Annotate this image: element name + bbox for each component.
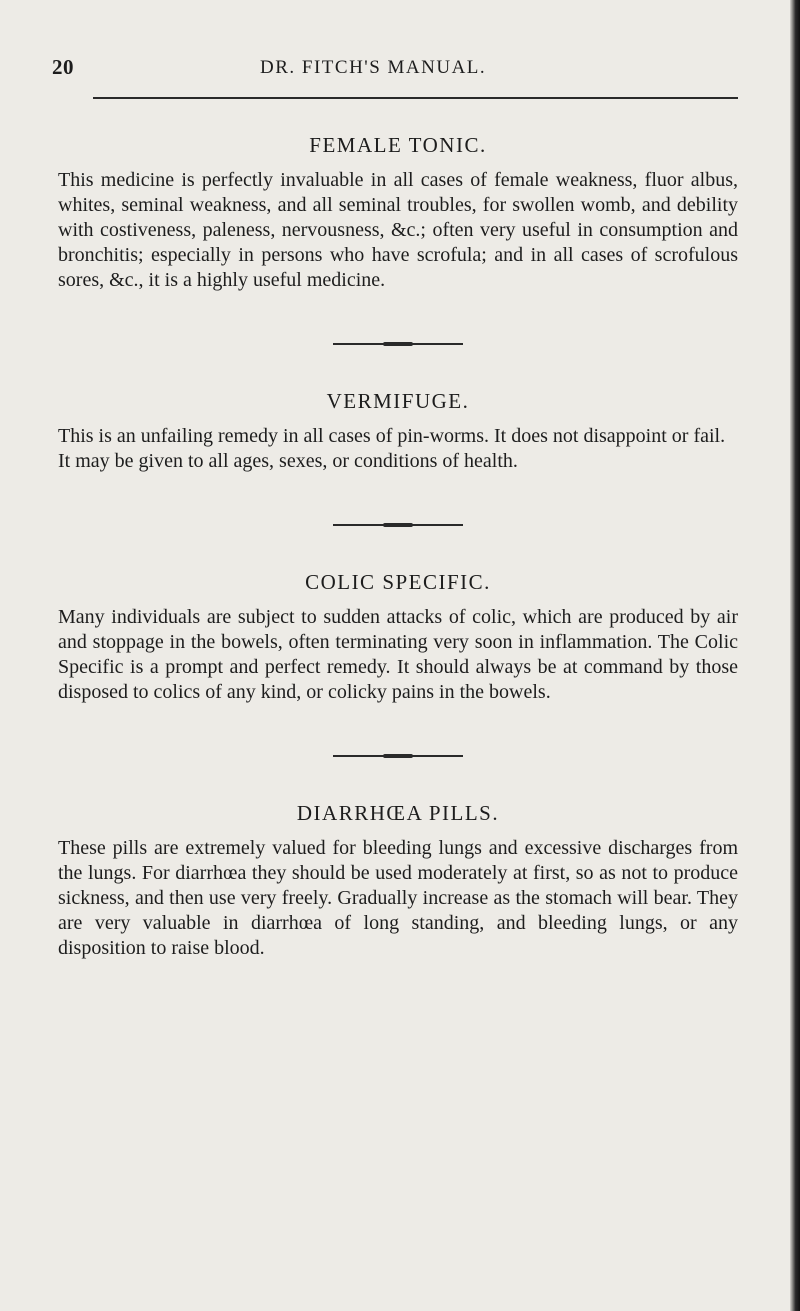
section-heading-colic-specific: COLIC SPECIFIC. — [305, 570, 491, 594]
section-heading-diarrhoea-pills: DIARRHŒA PILLS. — [296, 801, 500, 825]
section-divider — [333, 755, 463, 757]
running-head-title: DR. FITCH'S MANUAL. — [260, 57, 487, 78]
running-head — [52, 55, 742, 85]
female-tonic-paragraph: This medicine is perfectly invaluable in all cases of female weakness, fluor albus, whites, seminal weakness, and all seminal troubles, for swollen womb, and debility with costiveness, paleness, nervousness, &c.; often very useful in consumption and bronchitis; especially in persons who have scrofula; and in all cases of scrofulous sores, &c., it is a highly useful medicine. — [58, 169, 738, 291]
section-divider — [333, 524, 463, 526]
section-heading-female-tonic: FEMALE TONIC. — [309, 133, 487, 157]
section-divider — [333, 343, 463, 345]
vermifuge-paragraph-2: It may be given to all ages, sexes, or conditions of health. — [58, 450, 518, 472]
colic-specific-paragraph: Many individuals are subject to sudden attacks of colic, which are produced by air and stoppage in the bowels, often terminating very soon in inflammation. The Colic Specific is a prompt and perfect remedy. It should always be at command by those disposed to colics of any kind, or colicky pains in the bowels. — [58, 606, 738, 703]
page-edge-shadow — [790, 0, 800, 1311]
diarrhoea-pills-paragraph: These pills are extremely valued for bleeding lungs and excessive discharges from the lungs. For diarrhœa they should be used moderately at first, so as not to produce sickness, and then use very freely. Gradually increase as the stomach will bear. They are very valuable in diarrhœa of long standing, and bleeding lungs, or any disposition to raise blood. — [58, 837, 738, 959]
header-rule — [93, 97, 738, 99]
page-content — [58, 125, 738, 961]
vermifuge-paragraph-1: This is an unfailing remedy in all cases of pin-worms. It does not disappoint or fail. — [58, 425, 726, 447]
page-number: 20 — [52, 55, 74, 79]
section-heading-vermifuge: VERMIFUGE. — [326, 389, 470, 413]
